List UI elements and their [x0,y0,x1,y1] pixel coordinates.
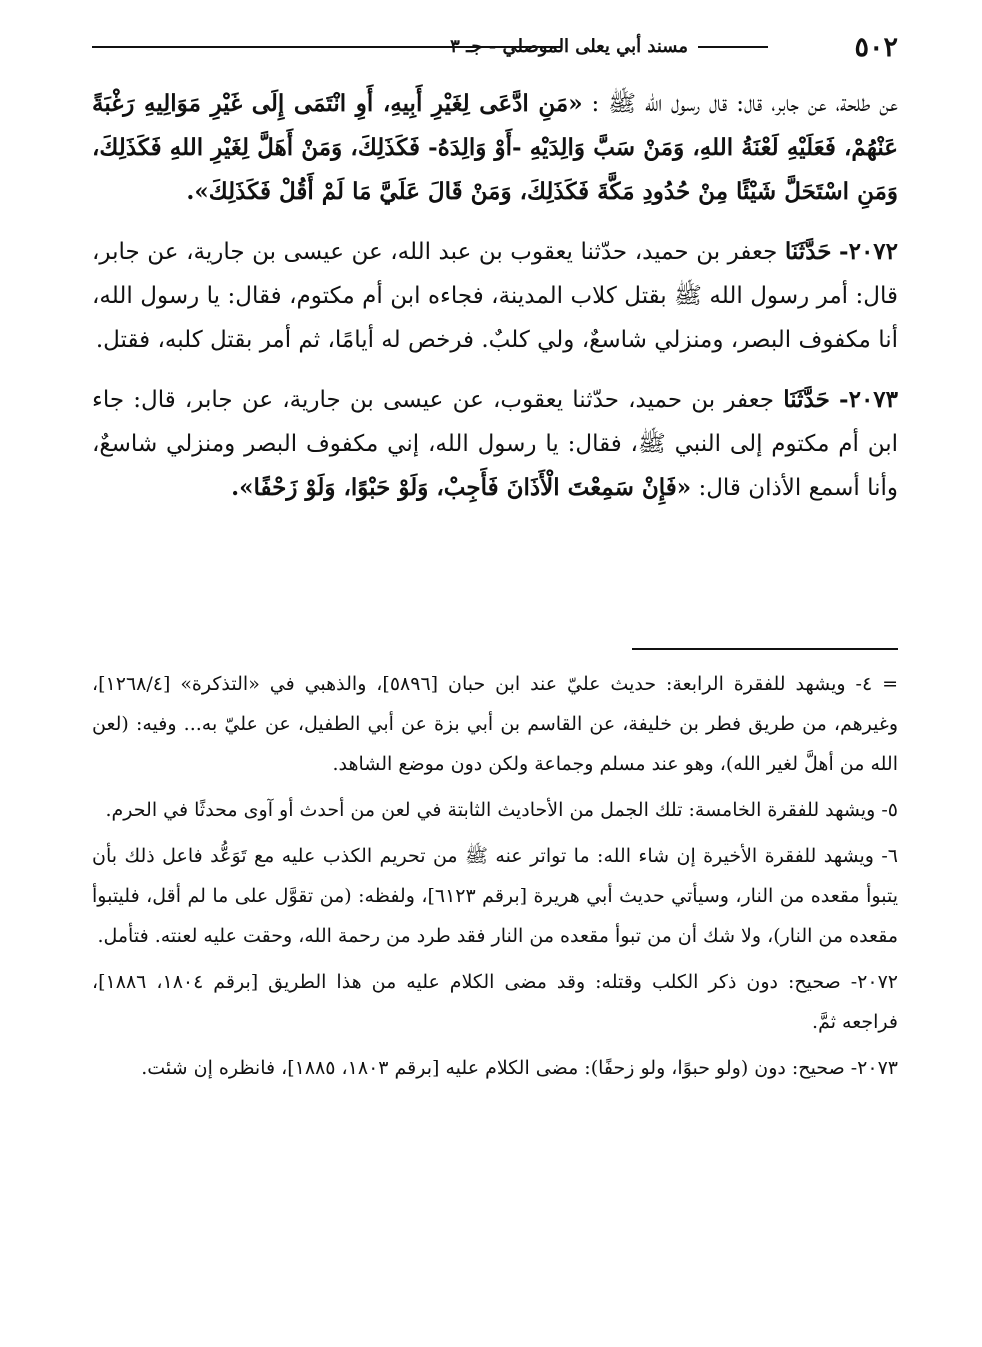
hadith-quote-2073: «فَإِنْ سَمِعْتَ الْأَذَانَ فَأَجِبْ، وَلَوْ حَبْوًا، وَلَوْ زَحْفًا». [231,474,692,501]
hadith-text-2072: جعفر بن حميد، حدّثنا يعقوب بن عبد الله، عن عيسى بن جارية، عن جابر، قال: أمر رسول الله ﷺ بقتل كلاب المدينة، فجاءه ابن أم مكتوم، فقال: يا رسول الله، أنا مكفوف البصر، ومنزلي شاسعٌ، ولي كلبٌ. فرخص له أيامًا، ثم أمر بقتل كلبه، فقتل. [92,239,898,353]
footnotes [92,664,898,1094]
page-number: ٥٠٢ [854,32,898,63]
intro-plain-text: عن طلحة، عن جابر، قال: قال رسول الله ﷺ : [582,91,899,117]
hadith-number-2073: ٢٠٧٣- [839,386,899,413]
page-header [92,26,898,66]
footnote-item: ٦- ويشهد للفقرة الأخيرة إن شاء الله: ما تواتر عنه ﷺ من تحريم الكذب عليه مع تَوَعُّد فاعل ذلك بأن يتبوأ مقعده من النار، وسيأتي حديث أبي هريرة [برقم ٦١٢٣]، ولفظه: (من تقوَّل على ما لم أقل، فليتبوأ مقعده من النار)، ولا شك أن من تبوأ مقعده من النار فقد طرد من رحمة الله، وحقت عليه لعنته. فتأمل. [92,845,898,947]
header-rule-short [698,46,768,48]
footnote-separator [632,648,898,650]
hadith-2073 [92,378,898,510]
intro-hadith-quote: «مَنِ ادَّعَى لِغَيْرِ أَبِيهِ، أَوِ انْتَمَى إِلَى غَيْرِ مَوَالِيهِ رَغْبَةً عَنْهُمْ، فَعَلَيْهِ لَعْنَةُ اللهِ، وَمَنْ سَبَّ وَالِدَيْهِ -أَوْ وَالِدَهُ- فَكَذَلِكَ، وَمَنْ أَهَلَّ لِغَيْرِ اللهِ فَكَذَلِكَ، وَمَنِ اسْتَحَلَّ شَيْئًا مِنْ حُدُودِ مَكَّةَ فَكَذَلِكَ، وَمَنْ قَالَ عَلَيَّ مَا لَمْ أَقُلْ فَكَذَلِكَ». [92,90,898,205]
footnote-item: = ٤- ويشهد للفقرة الرابعة: حديث عليّ عند ابن حبان [٥٨٩٦]، والذهبي في «التذكرة» [١٢٦٨/٤]، وغيرهم، من طريق فطر بن خليفة، عن القاسم بن أبي بزة عن أبي الطفيل، عن عليّ به... وفيه: (لعن الله من أهلَّ لغير الله)، وهو عند مسلم وجماعة ولكن دون موضع الشاهد. [92,673,898,775]
hadith-lead-2073: حَدَّثَنَا [783,386,830,413]
hadith-number-2072: ٢٠٧٢- [839,238,899,265]
hadith-lead-2072: حَدَّثَنَا [784,238,832,265]
header-rule-long [92,46,562,48]
footnote-item: ٢٠٧٢- صحيح: دون ذكر الكلب وقتله: وقد مضى الكلام عليه من هذا الطريق [برقم ١٨٠٤، ١٨٨٦]، فراجعه ثمَّ. [92,971,898,1033]
hadith-text-2073: جعفر بن حميد، حدّثنا يعقوب، عن عيسى بن جارية، عن جابر، قال: جاء ابن أم مكتوم إلى النبي ﷺ، فقال: يا رسول الله، إني مكفوف البصر ومنزلي شاسعٌ، وأنا أسمع الأذان قال: [92,387,898,501]
intro-paragraph [92,82,898,214]
footnote-item: ٢٠٧٣- صحيح: دون (ولو حبوًا، ولو زحفًا): مضى الكلام عليه [برقم ١٨٠٣، ١٨٨٥]، فانظره إن شئت. [141,1057,898,1079]
hadith-2072 [92,230,898,362]
running-title: مسند أبي يعلى الموصلي - جـ ٣ [450,36,688,57]
main-text [92,82,898,526]
footnote-item: ٥- ويشهد للفقرة الخامسة: تلك الجمل من الأحاديث الثابتة في لعن من أحدث أو آوى محدثًا في الحرم. [105,799,898,821]
